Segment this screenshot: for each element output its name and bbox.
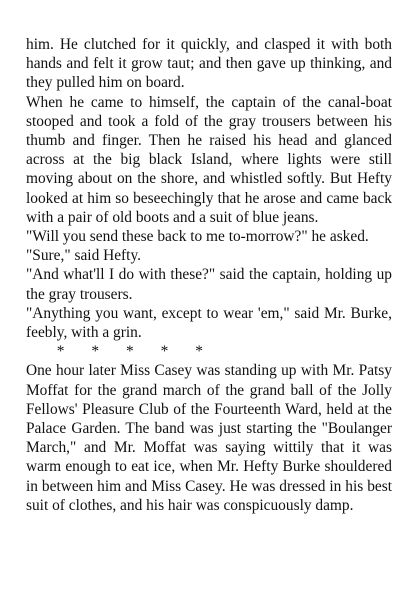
- paragraph-3: "Will you send these back to me to-morrow?" he asked.: [26, 228, 369, 246]
- paragraph-4: "Sure," said Hefty.: [26, 247, 142, 265]
- page-body: [26, 35, 392, 515]
- paragraph-2: When he came to himself, the captain of the canal-boat stooped and took a fold of the gray trousers between his thumb and finger. Then he raised his head and glanced across at the big black Island, where lights were still moving about on the shore, and whistled softly. But Hefty looked at him so beseechingly that he arose and came back with a pair of old boots and a suit of blue jeans.: [26, 93, 392, 226]
- section-break: * * * * *: [26, 343, 203, 361]
- paragraph-7: One hour later Miss Casey was standing up with Mr. Patsy Moffat for the grand march of the grand ball of the Jolly Fellows' Pleasure Club of the Fourteenth Ward, held at the Palace Garden. The band was just starting the "Boulanger March," and Mr. Moffat was saying wittily that it was warm enough to eat ice, when Mr. Hefty Burke shouldered in between him and Miss Casey. He was dressed in his best suit of clothes, and his hair was conspicuously damp.: [26, 362, 392, 514]
- paragraph-5: "And what'll I do with these?" said the captain, holding up the gray trousers.: [26, 266, 392, 303]
- paragraph-1: him. He clutched for it quickly, and clasped it with both hands and felt it grow taut; and then gave up thinking, and they pulled him on board.: [26, 36, 392, 92]
- paragraph-6: "Anything you want, except to wear 'em," said Mr. Burke, feebly, with a grin.: [26, 304, 392, 342]
